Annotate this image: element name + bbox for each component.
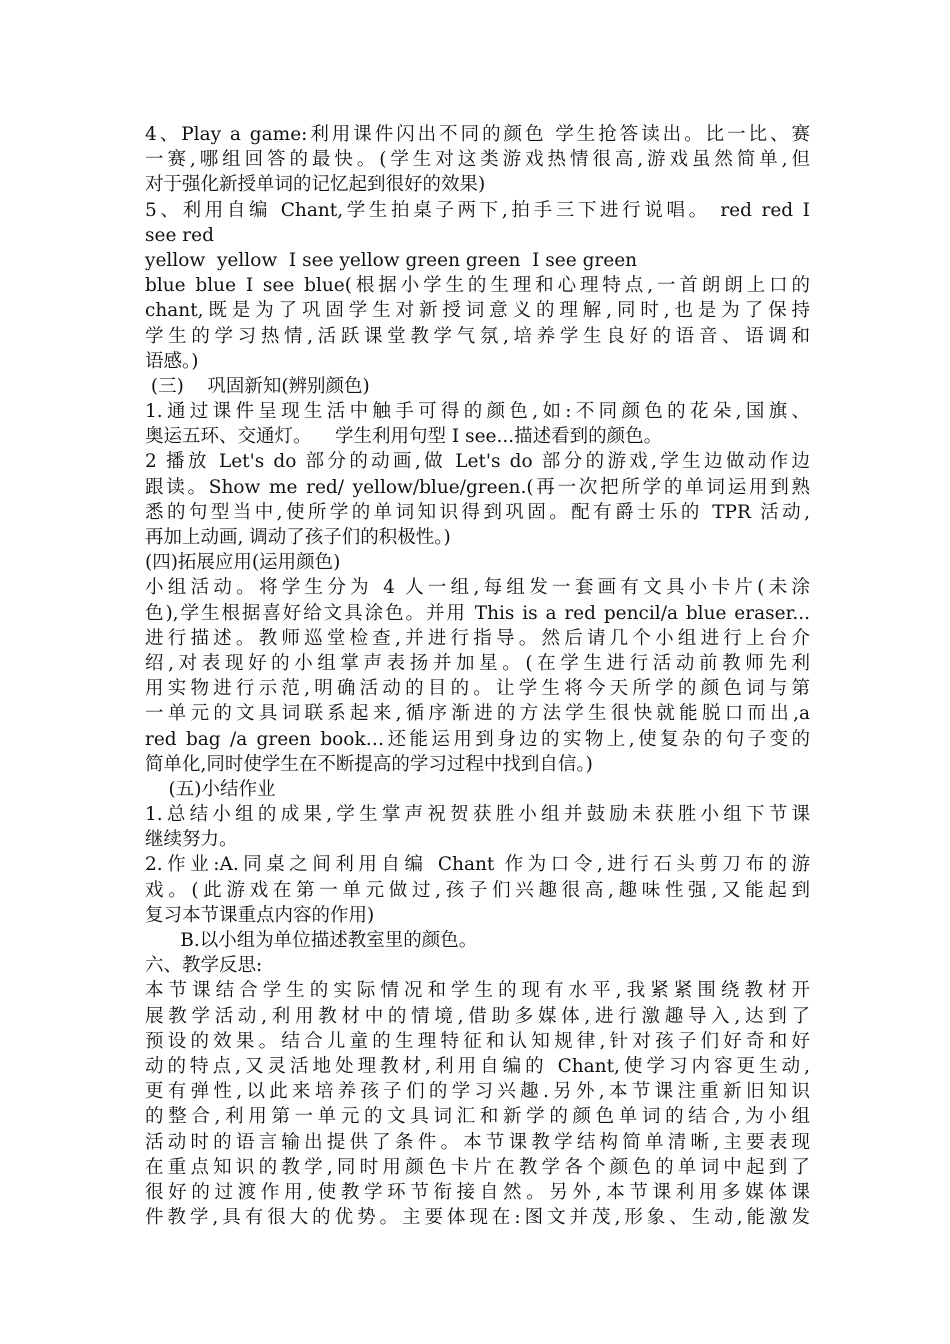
text-line: 件教学,具有很大的优势。主要体现在:图文并茂,形象、生动,能激发: [145, 1207, 810, 1229]
text-line: 4、Play a game:利用课件闪出不同的颜色 学生抢答读出。比一比、赛: [145, 124, 810, 145]
text-line: yellow yellow I see yellow green green I see green: [145, 249, 638, 271]
text-line: 2 播放 Let's do 部分的动画,做 Let's do 部分的游戏,学生边做动作边: [145, 451, 810, 473]
text-line: 跟读。Show me red/ yellow/blue/green.(再一次把所学的单词运用到熟: [145, 476, 810, 498]
text-line: chant,既是为了巩固学生对新授词意义的理解,同时,也是为了保持: [145, 300, 810, 322]
text-line: 活动时的语言输出提供了条件。本节课教学结构简单清晰,主要表现: [145, 1131, 810, 1153]
text-line: 色),学生根据喜好给文具涂色。并用 This is a red pencil/a blue eraser...: [145, 602, 810, 624]
text-line: 预设的效果。结合儿童的生理特征和认知规律,针对孩子们好奇和好: [145, 1030, 810, 1052]
text-line: 绍,对表现好的小组掌声表扬并加星。(在学生进行活动前教师先利: [145, 652, 810, 674]
section-heading: (四)拓展应用(运用颜色): [145, 552, 341, 574]
text-line: 在重点知识的教学,同时用颜色卡片在教学各个颜色的单词中起到了: [145, 1156, 810, 1178]
text-line: see red: [145, 224, 214, 246]
document-body: [145, 122, 810, 1230]
section-heading: (五)小结作业: [145, 778, 276, 800]
text-line: 学生的学习热情,活跃课堂教学气氛,培养学生良好的语音、语调和: [145, 325, 810, 347]
text-line: 戏。(此游戏在第一单元做过,孩子们兴趣很高,趣味性强,又能起到: [145, 879, 810, 901]
text-line: 2.作业:A.同桌之间利用自编 Chant 作为口令,进行石头剪刀布的游: [145, 854, 810, 876]
text-line: 对于强化新授单词的记忆起到很好的效果): [145, 174, 486, 196]
text-line: 继续努力。: [145, 829, 238, 851]
text-line: 复习本节课重点内容的作用): [145, 904, 375, 926]
text-line: 5、利用自编 Chant,学生拍桌子两下,拍手三下进行说唱。 red red I: [145, 199, 810, 221]
text-line: blue blue I see blue(根据小学生的生理和心理特点,一首朗朗上口的: [145, 275, 810, 297]
text-line: 进行描述。教师巡堂检查,并进行指导。然后请几个小组进行上台介: [145, 627, 810, 649]
text-line: 语感。): [145, 350, 199, 372]
text-line: 动的特点,又灵活地处理教材,利用自编的 Chant,使学习内容更生动,: [145, 1055, 810, 1077]
text-line: 更有弹性,以此来培养孩子们的学习兴趣.另外,本节课注重新旧知识: [145, 1081, 810, 1103]
text-line: 简单化,同时使学生在不断提高的学习过程中找到自信。): [145, 753, 593, 775]
text-line: 1.通过课件呈现生活中触手可得的颜色,如:不同颜色的花朵,国旗、: [145, 401, 810, 423]
text-line: 用实物进行示范,明确活动的目的。让学生将今天所学的颜色词与第: [145, 678, 810, 700]
text-line: 本节课结合学生的实际情况和学生的现有水平,我紧紧围绕教材开: [145, 980, 810, 1002]
text-line: red bag /a green book…还能运用到身边的实物上,使复杂的句子变的: [145, 728, 810, 750]
text-line: 展教学活动,利用教材中的情境,借助多媒体,进行激趣导入,达到了: [145, 1005, 810, 1027]
text-line: 再加上动画, 调动了孩子们的积极性。): [145, 527, 451, 548]
text-line: B.以小组为单位描述教室里的颜色。: [145, 930, 478, 951]
section-heading: 六、教学反思:: [145, 955, 263, 977]
text-line: 的整合,利用第一单元的文具词汇和新学的颜色单词的结合,为小组: [145, 1106, 810, 1128]
text-line: 悉的句型当中,使所学的单词知识得到巩固。配有爵士乐的 TPR 活动,: [145, 501, 810, 523]
text-line: 很好的过渡作用,使教学环节衔接自然。另外,本节课利用多媒体课: [145, 1181, 810, 1203]
text-line: 奥运五环、交通灯。 学生利用句型 I see...描述看到的颜色。: [145, 426, 663, 448]
text-line: 1.总结小组的成果,学生掌声祝贺获胜小组并鼓励未获胜小组下节课: [145, 804, 810, 826]
text-line: 小组活动。将学生分为 4 人一组,每组发一套画有文具小卡片(未涂: [145, 577, 810, 599]
text-line: 一赛,哪组回答的最快。(学生对这类游戏热情很高,游戏虽然简单,但: [145, 149, 810, 171]
text-line: 一单元的文具词联系起来,循序渐进的方法学生很快就能脱口而出,a: [145, 703, 810, 725]
section-heading: (三) 巩固新知(辨别颜色): [145, 375, 370, 397]
